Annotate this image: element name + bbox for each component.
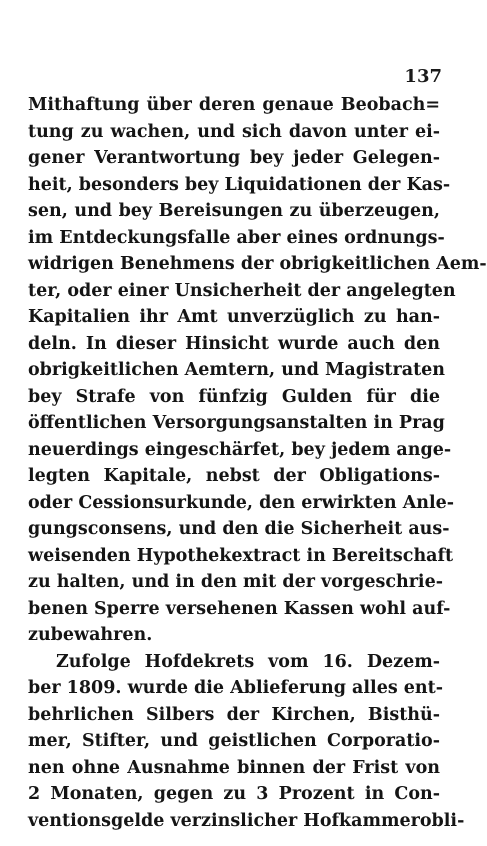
text-line: 2 Monaten, gegen zu 3 Prozent in Con- xyxy=(28,784,440,804)
page-number: 137 xyxy=(404,66,442,87)
text-line: öffentlichen Versorgungsanstalten in Prag xyxy=(28,413,445,433)
paragraph xyxy=(28,649,465,835)
paragraph xyxy=(28,92,487,649)
text-line: zubewahren. xyxy=(28,625,153,645)
text-line: Zufolge Hofdekrets vom 16. Dezem- xyxy=(56,651,440,672)
text-line: ber 1809. wurde die Ablieferung alles ent- xyxy=(28,678,443,698)
text-line: behrlichen Silbers der Kirchen, Bisthü- xyxy=(28,704,440,725)
text-line: deln. In dieser Hinsicht wurde auch den xyxy=(28,333,440,354)
text-line: zu halten, und in den mit der vorgeschrie- xyxy=(28,572,443,592)
text-line: neuerdings eingeschärfet, bey jedem ange- xyxy=(28,439,452,460)
text-line: Kapitalien ihr Amt unverzüglich zu han- xyxy=(28,307,440,327)
text-line: weisenden Hypothekextract in Bereitschaft xyxy=(28,545,454,566)
text-line: im Entdeckungsfalle aber eines ordnungs- xyxy=(28,227,445,248)
text-line: gener Verantwortung bey jeder Gelegen- xyxy=(28,148,440,168)
text-line: heit, besonders bey Liquidationen der Kas- xyxy=(28,174,451,195)
text-line: tung zu wachen, und sich davon unter ei- xyxy=(28,121,440,142)
text-line: oder Cessionsurkunde, den erwirkten Anle- xyxy=(28,492,455,513)
text-line: gungsconsens, und den die Sicherheit aus- xyxy=(28,519,450,539)
text-line: benen Sperre versehenen Kassen wohl auf- xyxy=(28,598,451,619)
body-text xyxy=(28,92,487,834)
text-line: nen ohne Ausnahme binnen der Frist von xyxy=(28,757,440,778)
text-line: bey Strafe von fünfzig Gulden für die xyxy=(28,386,440,407)
text-line: obrigkeitlichen Aemtern, und Magistraten xyxy=(28,360,446,380)
text-line: Mithaftung über deren genaue Beobach= xyxy=(28,95,440,115)
text-line: widrigen Benehmens der obrigkeitlichen Aem- xyxy=(28,254,487,274)
text-line: sen, und bey Bereisungen zu überzeugen, xyxy=(28,201,440,221)
text-line: ter, oder einer Unsicherheit der angelegten xyxy=(28,280,456,301)
text-line: ventionsgelde verzinslicher Hofkammerobli- xyxy=(28,810,465,831)
text-line: legten Kapitale, nebst der Obligations- xyxy=(28,466,440,486)
text-line: mer, Stifter, und geistlichen Corporatio- xyxy=(28,731,440,751)
